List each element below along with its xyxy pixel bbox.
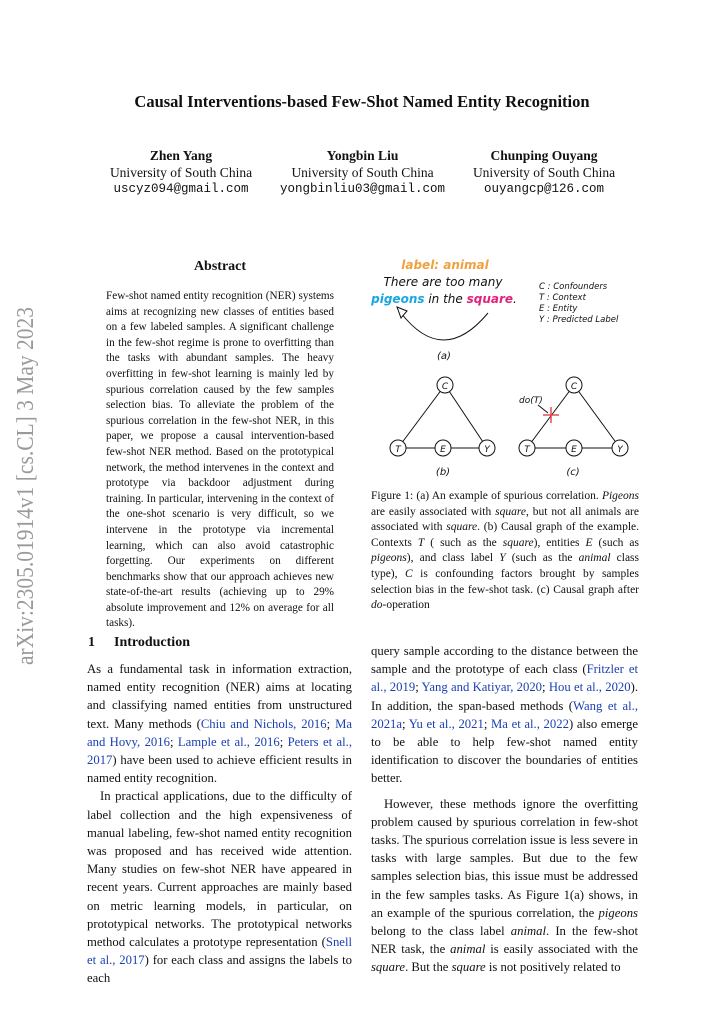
fig-label-animal: label: animal <box>401 258 489 272</box>
legend-item: Y : Predicted Label <box>539 315 619 325</box>
paragraph: As a fundamental task in information extraction, named entity recognition (NER) aims at locating and classifying named entities from unstructured text. Many methods (Chiu and Nichols, 2016; Ma and Hovy, 2016; Lample et al., 2016; Peters et al., 2017) have been used to achieve efficient results in named entity recognition. <box>87 662 353 786</box>
author-affiliation: University of South China <box>109 165 253 180</box>
graph-edge <box>398 385 445 448</box>
svg-text:E: E <box>440 445 446 455</box>
svg-text:T: T <box>524 445 530 455</box>
figure-1-graphic <box>368 255 638 485</box>
graph-node-e <box>566 440 582 456</box>
graph-node-e <box>435 440 451 456</box>
citation-link[interactable]: Peters et al., 2017 <box>87 734 352 768</box>
fig-sublabel-b: (b) <box>435 467 451 478</box>
author-name: Zhen Yang <box>149 148 213 163</box>
fig-sublabel-a: (a) <box>437 351 451 362</box>
abstract-text: Few-shot named entity recognition (NER) systems aims at recognizing new classes of entities based on a few labeled samples. A significant challenge in the few-shot regime is prone to overfitting than the tasks with abundant samples. The heavy overfitting in few-shot learning is mainly led by spurious correlation caused by the few samples selection bias. To alleviate the problem of the spurious correlation in the few-shot NER, in this paper, we propose a causal intervention-based few-shot NER method. Based on the prototypical network, the method intervenes in the context and prototype via backdoor adjustment during training. In particular, intervening in the context of the one-shot scenario is very difficult, so we intervene in the prototype via incremental learning, which can also avoid catastrophic forgetting. Our experiments on different benchmarks show that our approach achieves new state-of-the-art results (achieving up to 29% absolute improvement and 12% on average for all tasks). <box>106 290 334 630</box>
cross-icon <box>543 407 559 423</box>
fig-sentence-1: There are too many <box>383 275 503 289</box>
fig-word-in-the: in the <box>424 292 467 306</box>
paper-title: Causal Interventions-based Few-Shot Named Entity Recognition <box>134 92 590 111</box>
graph-node-t <box>390 440 406 456</box>
arrow-head-icon <box>397 307 407 318</box>
graph-node-c <box>566 377 582 393</box>
section-number: 1 <box>88 635 95 650</box>
author-affiliation: University of South China <box>291 165 434 180</box>
paragraph: query sample according to the distance between the sample and the prototype of each class (Fritzler et al., 2019; Yang and Katiyar, 2020; Hou et al., 2020). In addition, the span-based methods (Wang et al., 2021a; Yu et al., 2021; Ma et al., 2022) also emerge to be able to help few-shot named entity identification to discover the boundaries of entities better. <box>371 644 639 786</box>
author-email[interactable]: uscyz094@gmail.com <box>113 182 249 196</box>
citation-link[interactable]: Snell et al., 2017 <box>87 935 352 968</box>
section-title: Introduction <box>114 635 190 650</box>
left-column-body <box>87 660 352 988</box>
section-heading <box>88 635 190 651</box>
fig-do-label: do(T) <box>519 396 543 406</box>
citation-link[interactable]: Hou et al., 2020 <box>548 680 631 695</box>
paragraph: However, these methods ignore the overfitting problem caused by spurious correlation in few-shot tasks. The spurious correlation issue is less severe in tasks with large samples. But due to the few samples selection bias, this issue must be addressed in the few samples tasks. As Figure 1(a) shows, in an example of the spurious correlation, the pigeons belong to the class label animal. In the few-shot NER task, the animal is easily associated with the square. But the square is not positively related to <box>371 796 638 975</box>
citation-link[interactable]: Yu et al., 2021 <box>408 716 484 731</box>
citation-link[interactable]: Chiu and Nichols, 2016 <box>200 716 327 731</box>
citation-link[interactable]: Wang et al., 2021a <box>371 698 638 731</box>
legend-item: T : Context <box>539 293 586 303</box>
do-pointer-arrow <box>538 405 548 413</box>
citation-link[interactable]: Fritzler et al., 2019 <box>371 662 638 695</box>
legend-item: C : Confounders <box>539 282 608 292</box>
svg-text:T: T <box>395 445 401 455</box>
author-name: Chunping Ouyang <box>490 148 598 163</box>
author-email[interactable]: ouyangcp@126.com <box>483 182 605 196</box>
fig-sublabel-c: (c) <box>566 467 580 478</box>
abstract-heading: Abstract <box>193 259 247 274</box>
author-affiliation: University of South China <box>472 165 616 180</box>
author-block-2 <box>275 147 450 198</box>
citation-link[interactable]: Yang and Katiyar, 2020 <box>421 680 543 695</box>
paragraph: In practical applications, due to the difficulty of label collection and the high expensiveness of manual labeling, few-shot named entity recognition was proposed and has received wide attention. Many studies on few-shot NER have appeared in recent years. Current approaches are mainly based on metric learning models, in particular, on prototypical networks. The prototypical networks method calculates a prototype representation (Snell et al., 2017) for each class and assigns the labels to each <box>87 789 352 986</box>
author-email[interactable]: yongbinliu03@gmail.com <box>279 182 446 196</box>
author-name: Yongbin Liu <box>326 148 399 163</box>
legend-item: E : Entity <box>539 304 578 314</box>
svg-text:Y: Y <box>484 445 490 455</box>
graph-node-y <box>612 440 628 456</box>
arxiv-stamp <box>2 305 46 665</box>
graph-node-c <box>437 377 453 393</box>
right-column-body <box>371 642 638 977</box>
citation-link[interactable]: Lample et al., 2016 <box>177 734 280 749</box>
author-block-3 <box>458 147 630 198</box>
fig-word-square: square <box>466 292 514 306</box>
graph-node-y <box>479 440 495 456</box>
author-block-1 <box>96 147 266 198</box>
fig-word-pigeons: pigeons <box>371 292 425 306</box>
graph-edge <box>445 385 487 448</box>
fig-period: . <box>513 292 517 306</box>
arxiv-stamp-text: arXiv:2305.01914v1 [cs.CL] 3 May 2023 <box>13 305 39 665</box>
fig-curved-arrow <box>401 313 488 340</box>
citation-link[interactable]: Ma et al., 2022 <box>491 716 569 731</box>
citation-link[interactable]: Ma and Hovy, 2016 <box>87 716 353 749</box>
svg-text:Y: Y <box>617 445 623 455</box>
svg-text:C: C <box>441 382 449 392</box>
figure-caption: Figure 1: (a) An example of spurious correlation. Pigeons are easily associated with square, but not all animals are associated with square. (b) Causal graph of the example. Contexts T ( such as the square), entities E (such as pigeons), and class label Y (such as the animal class type), C is confounding factors brought by samples selection bias in the few-shot task. (c) Causal graph after do-operation <box>371 490 640 612</box>
graph-node-t <box>519 440 535 456</box>
figure-1 <box>368 255 638 485</box>
svg-text:C: C <box>570 382 578 392</box>
svg-text:E: E <box>571 445 577 455</box>
fig-sentence-2 <box>370 292 517 306</box>
graph-edge <box>574 385 620 448</box>
